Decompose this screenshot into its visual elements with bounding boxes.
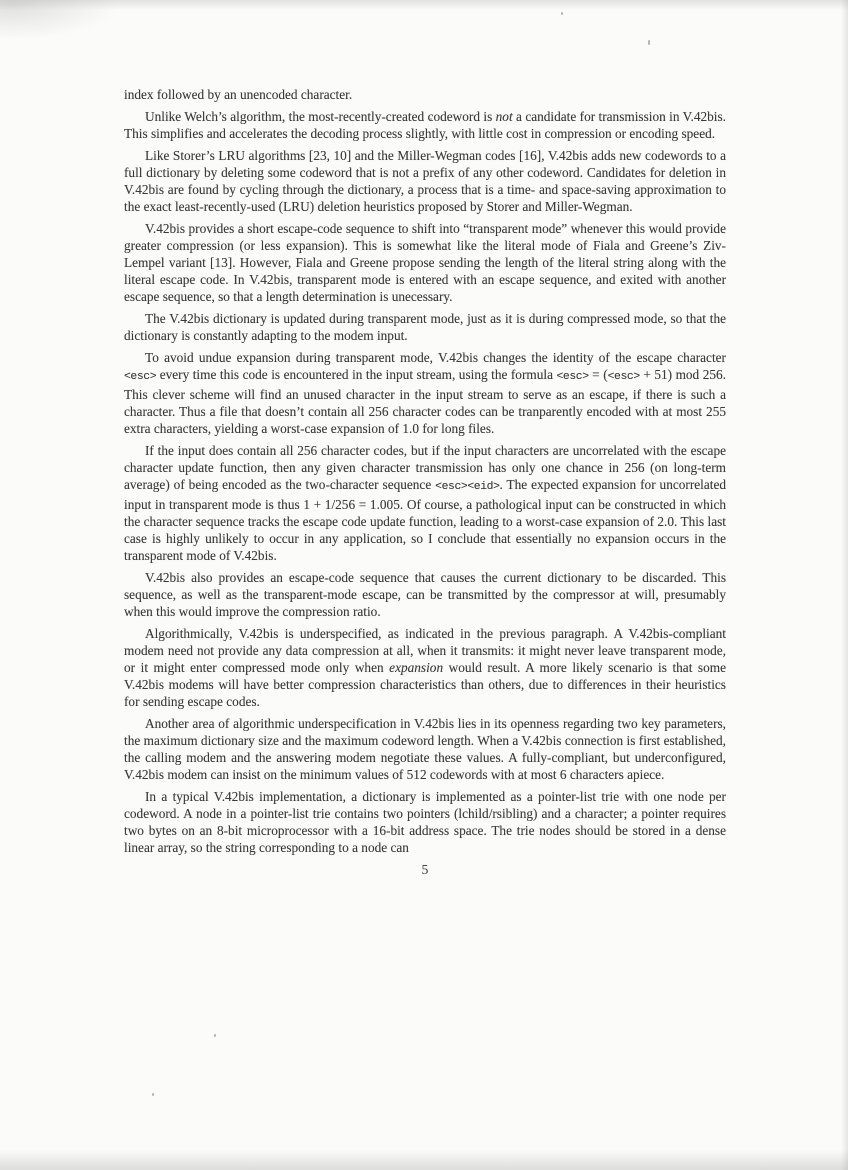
paragraph-4 xyxy=(124,220,726,305)
paragraph-3 xyxy=(124,147,726,215)
text-segment: every time this code is encountered in the input stream, using the formula xyxy=(156,367,557,382)
paragraph-11 xyxy=(124,788,726,856)
text-block xyxy=(124,86,726,883)
paragraph-2 xyxy=(124,108,726,142)
text-segment: a candidate for transmission in V.42bis. This simplifies and accelerates the decoding process slightly, with little cost in compression or encoding speed. xyxy=(124,109,726,141)
text-segment: In a typical V.42bis implementation, a dictionary is implemented as a pointer-list trie with one node per codeword. A node in a pointer-list trie contains two pointers (lchild/rsibling) and a character; a pointer requires two bytes on an 8-bit microprocessor with a 16-bit address space. The trie nodes should be stored in a dense linear array, so the string corresponding to a node can xyxy=(124,789,726,855)
text-segment: Like Storer’s LRU algorithms [23, 10] and the Miller-Wegman codes [16], V.42bis adds new codewords to a full dictionary by deleting some codeword that is not a prefix of any other codeword. Candidates for deletion in V.42bis are found by cycling through the dictionary, a process that is a time- and space-saving approximation to the exact least-recently-used (LRU) deletion heuristics proposed by Storer and Miller-Wegman. xyxy=(124,148,726,214)
paragraph-10 xyxy=(124,715,726,783)
text-segment: To avoid undue expansion during transparent mode, V.42bis changes the identity of the escape character xyxy=(145,350,726,365)
scan-speck xyxy=(561,12,563,15)
paragraph-8 xyxy=(124,569,726,620)
scan-speck xyxy=(152,1093,154,1096)
page-number: 5 xyxy=(421,862,429,877)
text-segment: V.42bis provides a short escape-code sequence to shift into “transparent mode” whenever this would provide greater compression (or less expansion). This is somewhat like the literal mode of Fiala and Greene’s Ziv-Lempel variant [13]. However, Fiala and Greene propose sending the length of the literal string along with the literal escape code. In V.42bis, transparent mode is entered with an escape sequence, and exited with another escape sequence, so that a length determination is unecessary. xyxy=(124,221,726,304)
scan-edge-shadow-top xyxy=(0,0,848,10)
text-segment: = ( xyxy=(588,367,608,382)
text-segment: not xyxy=(495,109,513,124)
code-token: <esc> xyxy=(124,371,157,383)
scan-edge-shadow-right xyxy=(841,0,848,1170)
paragraph-5 xyxy=(124,310,726,344)
scan-edge-shadow-bottom xyxy=(0,1150,848,1170)
code-token: <esc> xyxy=(607,371,640,383)
scan-speck xyxy=(214,1034,216,1037)
text-segment: index followed by an unencoded character. xyxy=(124,87,353,102)
text-segment: would result. A more likely scenario is that some V.42bis modems will have better compression characteristics than others, due to differences in their heuristics for sending escape codes. xyxy=(124,660,726,709)
text-segment: V.42bis also provides an escape-code sequence that causes the current dictionary to be discarded. This sequence, as well as the transparent-mode escape, can be transmitted by the compressor at will, presumably when this would improve the compression ratio. xyxy=(124,570,726,619)
paragraph-6 xyxy=(124,349,726,437)
text-segment: If the input does contain all 256 character codes, but if the input characters are uncorrelated with the escape character update function, then any given character transmission has only one chance in 256 (on long-term average) of being encoded as the two-character sequence xyxy=(124,443,726,492)
code-token: <esc><eid> xyxy=(435,481,500,493)
paragraph-7 xyxy=(124,442,726,564)
text-segment: The V.42bis dictionary is updated during transparent mode, just as it is during compressed mode, so that the dictionary is constantly adapting to the modem input. xyxy=(124,311,726,343)
text-segment: Unlike Welch’s algorithm, the most-recently-created codeword is xyxy=(145,109,496,124)
scan-corner-shadow xyxy=(0,0,120,40)
scan-speck xyxy=(648,40,650,45)
paragraph-1 xyxy=(124,86,726,103)
text-segment: Algorithmically, V.42bis is underspecified, as indicated in the previous paragraph. A V.42bis-compliant modem need not provide any data compression at all, when it transmits: it might never leave transparent mode, or it might enter compressed mode only when xyxy=(124,626,726,675)
text-segment: Another area of algorithmic underspecification in V.42bis lies in its openness regarding two key parameters, the maximum dictionary size and the maximum codeword length. When a V.42bis connection is first established, the calling modem and the answering modem negotiate these values. A fully-compliant, but underconfigured, V.42bis modem can insist on the minimum values of 512 codewords with at most 6 characters apiece. xyxy=(124,716,726,782)
text-segment: + 51) mod 256. This clever scheme will find an unused character in the input stream to serve as an escape, if there is such a character. Thus a file that doesn’t contain all 256 character codes can be tranparently encoded with at most 255 extra characters, yielding a worst-case expansion of 1.0 for long files. xyxy=(124,367,726,436)
text-segment: expansion xyxy=(389,660,444,675)
text-segment: . The expected expansion for uncorrelated input in transparent mode is thus 1 + 1/256 = 1.005. Of course, a pathological input can be constructed in which the character sequence tracks the escape code update function, leading to a worst-case expansion of 2.0. This last case is highly unlikely to occur in any application, so I conclude that essentially no expansion occurs in the transparent mode of V.42bis. xyxy=(124,477,726,563)
code-token: <esc> xyxy=(556,371,589,383)
paragraph-9 xyxy=(124,625,726,710)
